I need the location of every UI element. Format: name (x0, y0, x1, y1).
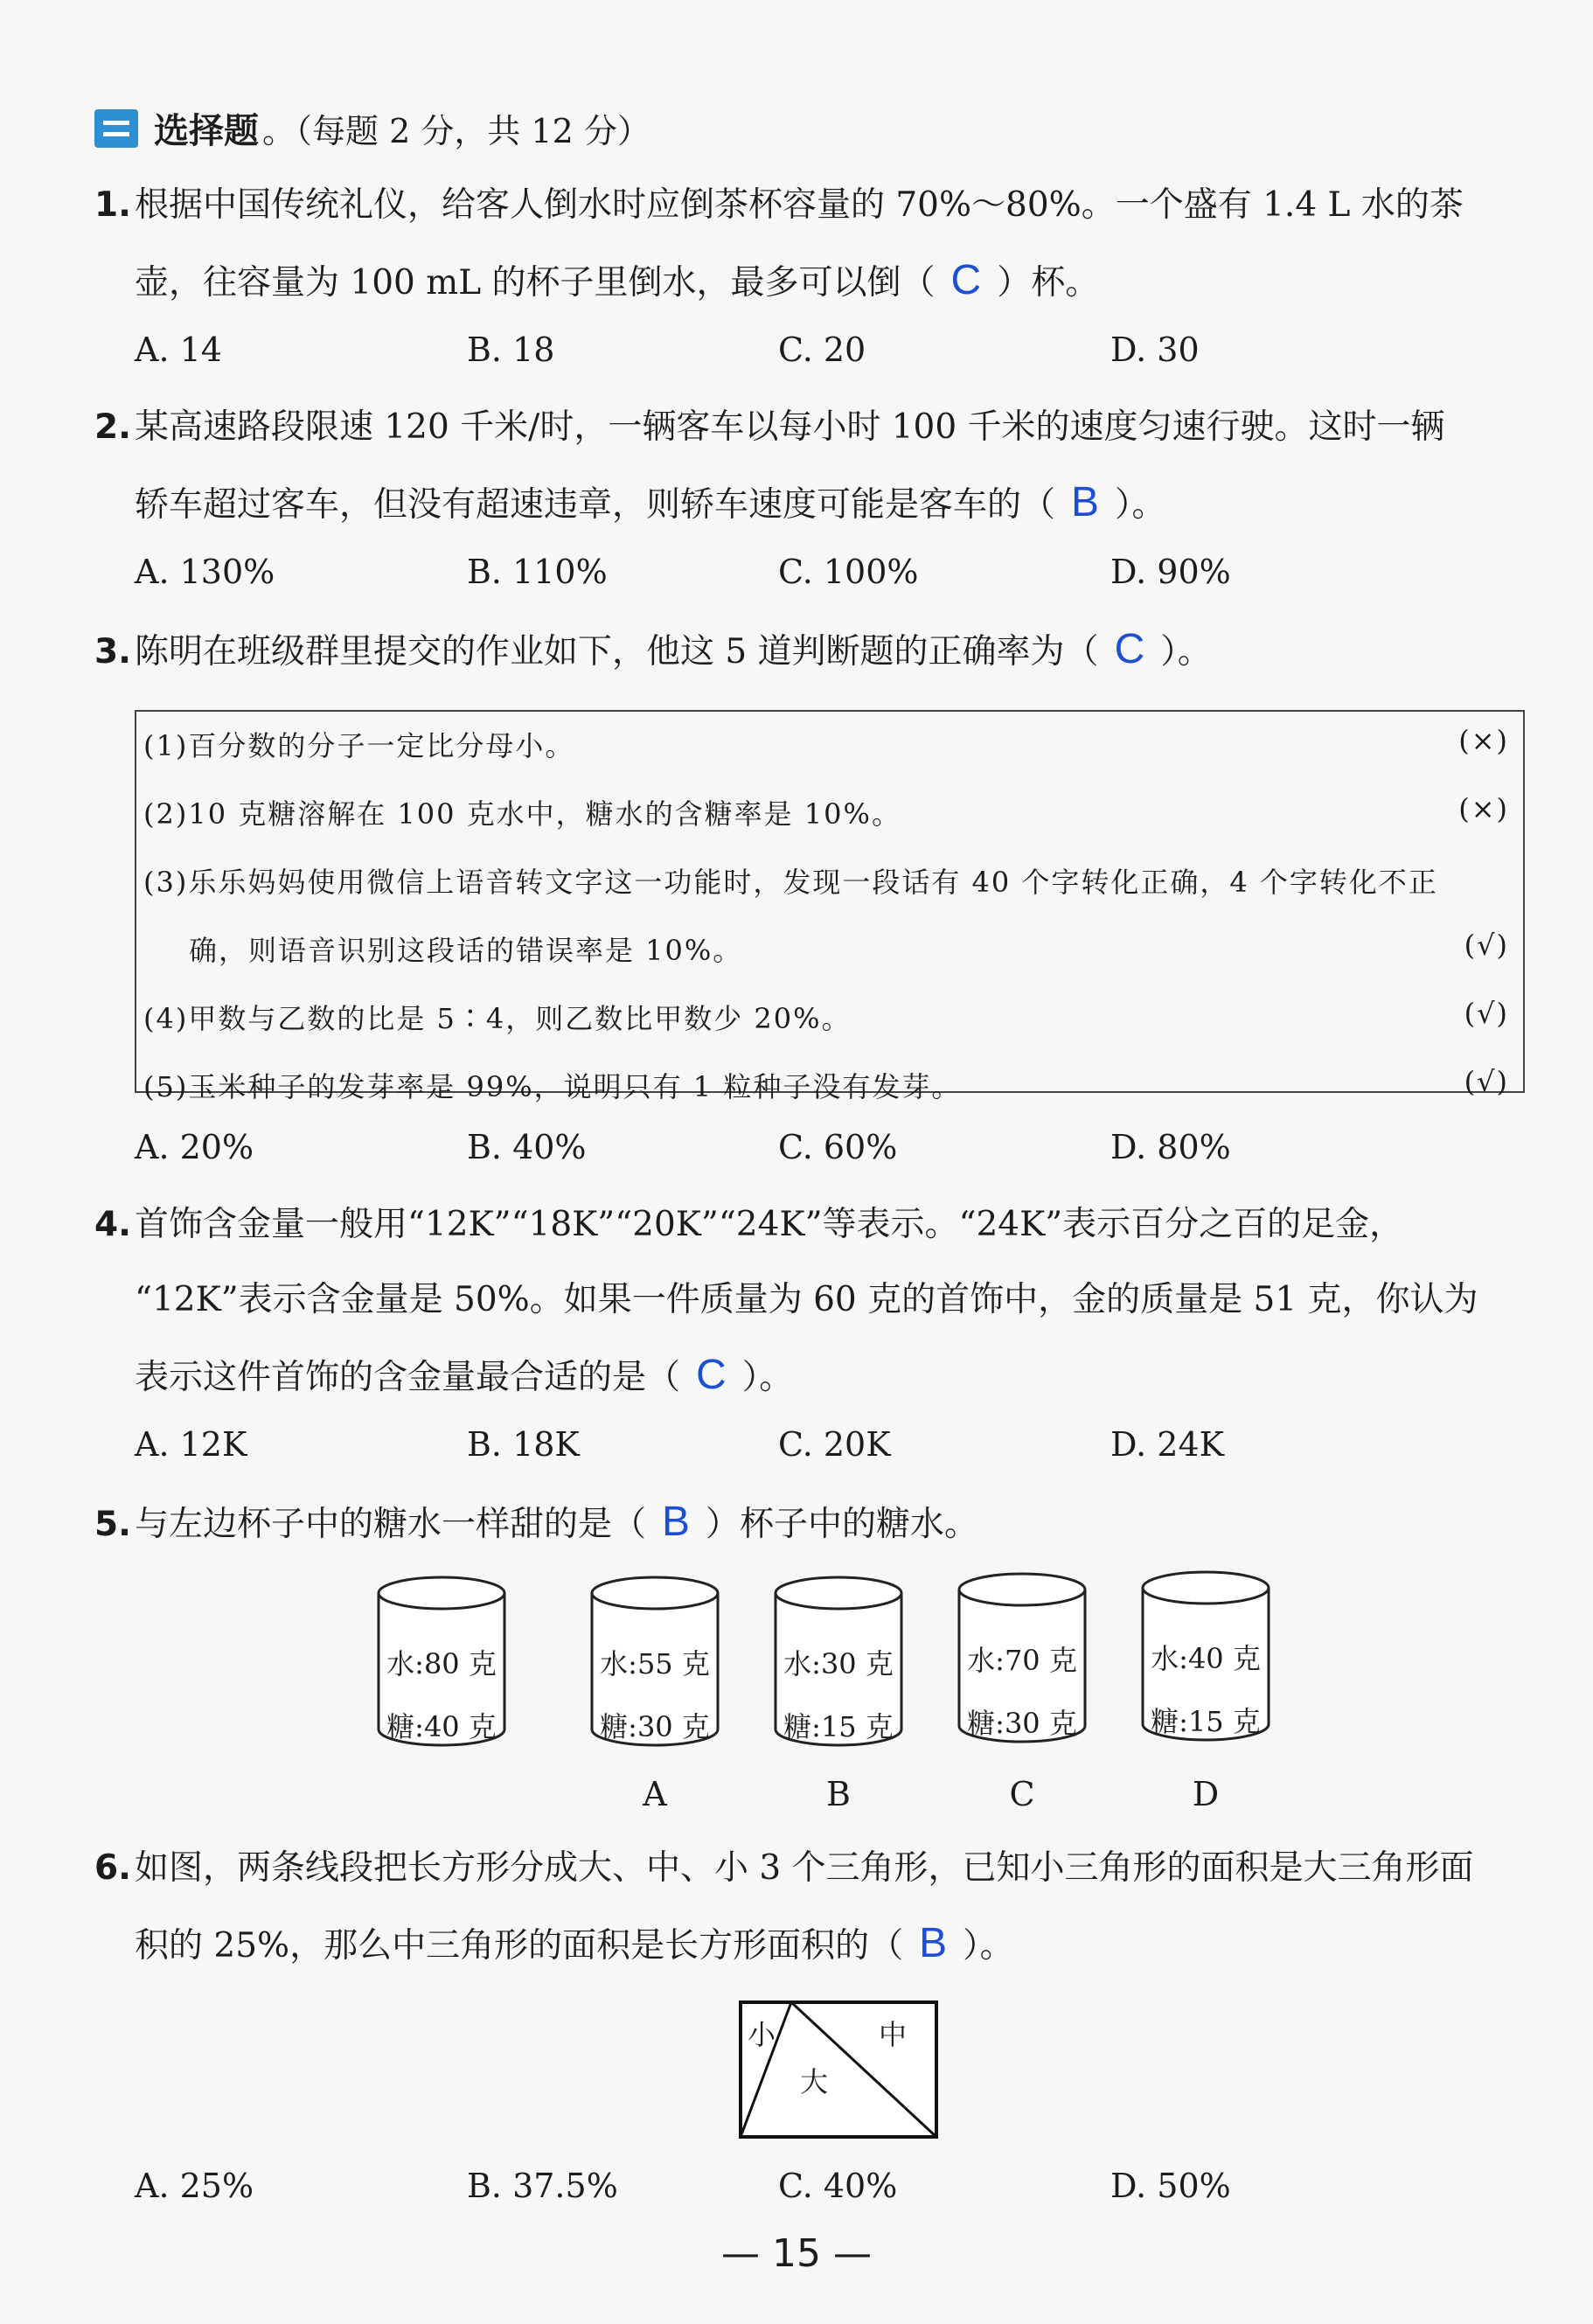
water-amount: 水:70 克 (967, 1644, 1077, 1677)
option-c: C. 20 (778, 331, 866, 369)
answer-mark: B (919, 1920, 948, 1966)
question-text: 与左边杯子中的糖水一样甜的是（ (134, 1505, 646, 1544)
page-number: — 15 — (721, 2231, 872, 2276)
option-b: B. 110% (467, 553, 608, 591)
question-5 (94, 1485, 1546, 1562)
question-1 (94, 168, 1546, 321)
cup-label-c: C (1009, 1775, 1035, 1813)
question-number: 4. (94, 1205, 131, 1244)
question-number: 6. (94, 1848, 131, 1888)
statement-1 (143, 724, 1516, 764)
option-c: C. 40% (778, 2167, 898, 2205)
answer-mark: B (661, 1499, 690, 1545)
answer-mark: B (1071, 479, 1100, 525)
cup-d (1140, 1569, 1271, 1743)
answer-mark: C (950, 257, 982, 303)
rectangle-figure (739, 2000, 940, 2140)
option-a: A. 20% (135, 1128, 254, 1166)
cup-reference (376, 1574, 507, 1749)
question-text: ）。 (1115, 485, 1166, 525)
question-number: 5. (94, 1505, 131, 1544)
question-text: 轿车超过客车，但没有超速违章，则轿车速度可能是客车的（ (135, 485, 1056, 525)
judgement-mark: (×) (1458, 792, 1509, 825)
sugar-amount: 糖:30 克 (967, 1707, 1077, 1740)
section-heading (94, 103, 650, 153)
question-text: 积的 25%，那么中三角形的面积是长方形面积的（ (135, 1926, 904, 1966)
option-d: D. 90% (1110, 553, 1231, 591)
cups-figure (376, 1574, 1338, 1836)
option-d: D. 30 (1110, 331, 1200, 369)
sugar-amount: 糖:30 克 (600, 1710, 710, 1743)
option-c: C. 100% (778, 553, 919, 591)
question-text: ）杯。 (997, 263, 1100, 303)
sugar-amount: 糖:15 克 (1151, 1705, 1261, 1738)
question-number: 3. (94, 632, 131, 671)
label-small: 小 (748, 2018, 776, 2051)
question-text: ）。 (741, 1358, 794, 1397)
judgement-mark: (√) (1464, 929, 1509, 962)
question-2 (94, 390, 1546, 543)
option-a: A. 12K (135, 1425, 247, 1464)
section-number-badge-icon (94, 109, 138, 148)
question-number: 2. (94, 407, 131, 447)
statement-text: 确，则语音识别这段话的错误率是 10%。 (189, 934, 743, 967)
question-text: 表示这件首饰的含金量最合适的是（ (135, 1358, 681, 1397)
question-text: 某高速路段限速 120 千米/时，一辆客车以每小时 100 千米的速度匀速行驶。这时一辆 (134, 407, 1445, 447)
statement-2 (143, 792, 1516, 832)
statement-text: (1)百分数的分子一定比分母小。 (143, 729, 575, 762)
judgement-mark: (×) (1458, 724, 1509, 757)
statement-3-cont (189, 929, 1516, 969)
section-note: 。（每题 2 分，共 12 分） (262, 112, 650, 150)
question-6 (94, 1831, 1546, 1984)
options-4 (135, 1425, 1499, 1478)
label-large: 大 (800, 2065, 829, 2098)
question-text: 陈明在班级群里提交的作业如下，他这 5 道判断题的正确率为（ (134, 632, 1099, 671)
label-middle: 中 (879, 2018, 908, 2051)
question-4 (94, 1187, 1546, 1416)
options-1 (135, 331, 1499, 383)
cup-label-b: B (826, 1775, 851, 1813)
cup-a (589, 1574, 720, 1749)
cup-b (773, 1574, 904, 1749)
question-text: 首饰含金量一般用“12K”“18K”“20K”“24K”等表示。“24K”表示百分之百的足金， (134, 1205, 1404, 1244)
question-text: ）。 (1160, 632, 1212, 671)
sugar-amount: 糖:15 克 (783, 1710, 894, 1743)
statement-text: (4)甲数与乙数的比是 5∶4，则乙数比甲数少 20%。 (143, 1002, 852, 1035)
cup-c (956, 1570, 1088, 1745)
option-d: D. 50% (1110, 2167, 1231, 2205)
cup-label-a: A (643, 1775, 667, 1813)
answer-mark: C (696, 1352, 727, 1398)
option-a: A. 14 (135, 331, 222, 369)
options-3 (135, 1128, 1499, 1180)
question-text: 壶，往容量为 100 mL 的杯子里倒水，最多可以倒（ (135, 263, 936, 303)
option-d: D. 80% (1110, 1128, 1231, 1166)
question-text: ）。 (963, 1926, 1014, 1966)
section-title: 选择题 (154, 111, 259, 151)
option-c: C. 20K (778, 1425, 891, 1464)
option-a: A. 25% (135, 2167, 254, 2205)
water-amount: 水:55 克 (600, 1647, 710, 1680)
question-text: ）杯子中的糖水。 (705, 1505, 978, 1544)
answer-mark: C (1114, 626, 1145, 672)
judgement-mark: (√) (1464, 1065, 1509, 1098)
option-d: D. 24K (1110, 1425, 1225, 1464)
sugar-amount: 糖:40 克 (386, 1710, 497, 1743)
cup-label-d: D (1192, 1775, 1220, 1813)
option-a: A. 130% (135, 553, 275, 591)
judgement-mark: (√) (1464, 997, 1509, 1030)
question-text: 如图，两条线段把长方形分成大、中、小 3 个三角形，已知小三角形的面积是大三角形面 (134, 1848, 1474, 1888)
question-number: 1. (94, 185, 131, 225)
water-amount: 水:80 克 (386, 1647, 497, 1680)
statement-text: (2)10 克糖溶解在 100 克水中，糖水的含糖率是 10%。 (143, 797, 901, 831)
options-6 (135, 2167, 1499, 2219)
question-text: 根据中国传统礼仪，给客人倒水时应倒茶杯容量的 70%～80%。一个盛有 1.4 L 水的茶 (134, 185, 1464, 225)
question-3 (94, 612, 1546, 690)
question-text: “12K”表示含金量是 50%。如果一件质量为 60 克的首饰中，金的质量是 51 克，你认为 (135, 1280, 1478, 1319)
statement-4 (143, 997, 1516, 1037)
option-b: B. 18 (467, 331, 555, 369)
option-b: B. 18K (467, 1425, 580, 1464)
statement-5 (143, 1065, 1516, 1105)
option-b: B. 37.5% (467, 2167, 618, 2205)
options-2 (135, 553, 1499, 605)
statement-text: (3)乐乐妈妈使用微信上语音转文字这一功能时，发现一段话有 40 个字转化正确，4 个字转化不正 (143, 866, 1438, 899)
water-amount: 水:30 克 (783, 1647, 894, 1680)
statement-text: (5)玉米种子的发芽率是 99%，说明只有 1 粒种子没有发芽。 (143, 1070, 962, 1103)
option-b: B. 40% (467, 1128, 587, 1166)
water-amount: 水:40 克 (1151, 1642, 1261, 1675)
option-c: C. 60% (778, 1128, 898, 1166)
homework-box (135, 710, 1525, 1103)
statement-3 (143, 860, 1516, 901)
